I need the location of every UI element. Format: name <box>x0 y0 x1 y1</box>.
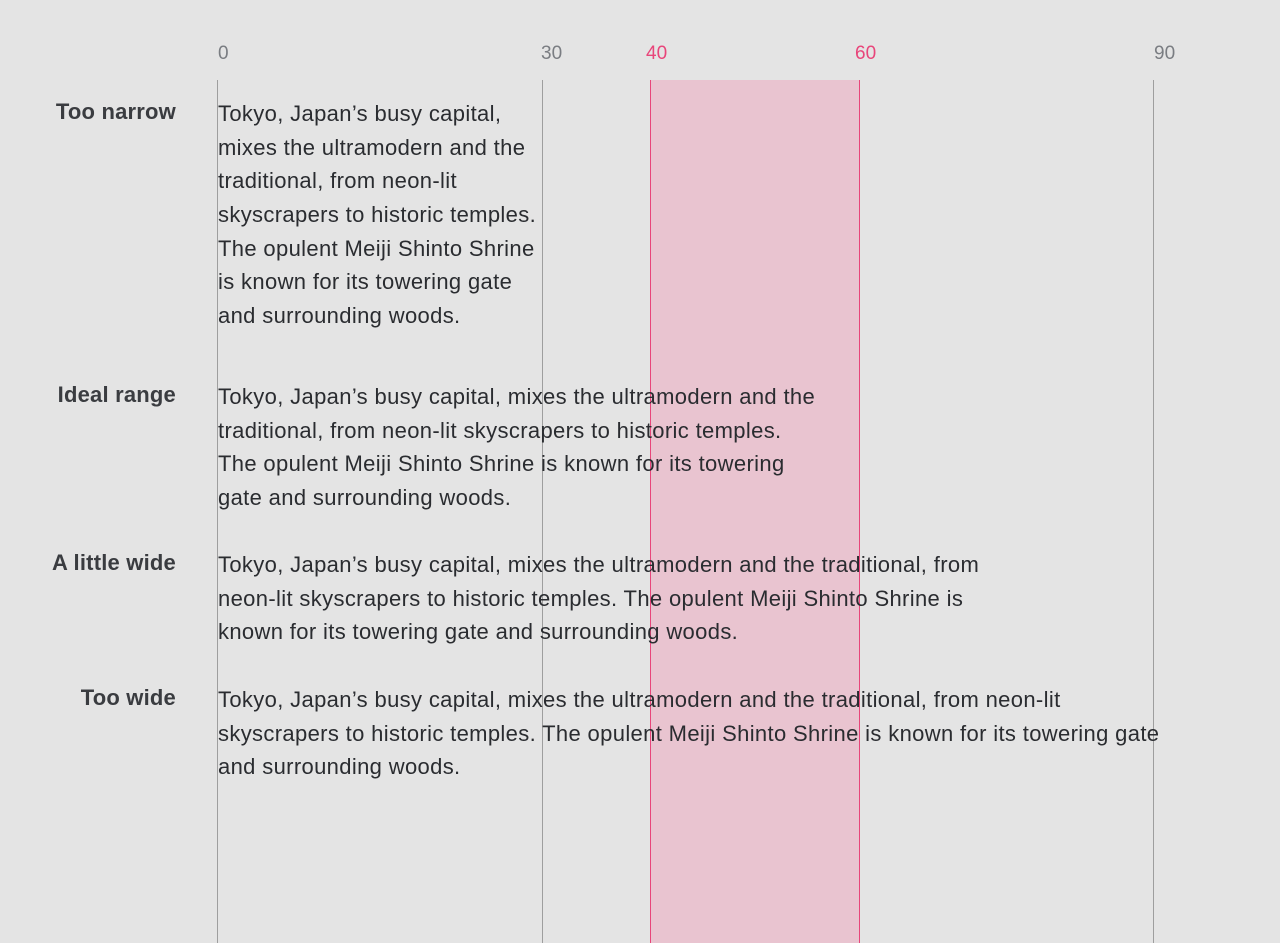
text-line: known for its towering gate and surrounding woods. <box>218 619 739 645</box>
tick-90: 90 <box>1154 43 1176 64</box>
tick-60: 60 <box>855 43 877 64</box>
sample-paragraph-ideal-range <box>218 380 815 515</box>
text-line: Tokyo, Japan’s busy capital, mixes the ultramodern and the <box>218 384 816 409</box>
row-label-ideal-range: Ideal range <box>57 382 176 407</box>
text-line: Tokyo, Japan’s busy capital, mixes the ultramodern and the traditional, from neon-lit <box>218 687 1061 712</box>
text-line: Tokyo, Japan’s busy capital, <box>218 101 502 126</box>
text-line: skyscrapers to historic temples. The opulent Meiji Shinto Shrine is known for its towering gate <box>218 720 1160 746</box>
sample-paragraph-a-little-wide <box>218 548 979 649</box>
row-label-too-narrow: Too narrow <box>55 99 176 124</box>
tick-0: 0 <box>218 43 229 64</box>
text-line: traditional, from neon-lit <box>218 168 457 194</box>
tick-40: 40 <box>646 43 668 64</box>
row-label-a-little-wide: A little wide <box>51 550 176 575</box>
text-line: The opulent Meiji Shinto Shrine is known for its towering <box>218 451 785 477</box>
text-line: and surrounding woods. <box>218 754 461 780</box>
text-line: and surrounding woods. <box>218 303 461 329</box>
text-line: Tokyo, Japan’s busy capital, mixes the ultramodern and the traditional, from <box>218 552 980 577</box>
text-line: gate and surrounding woods. <box>218 485 512 511</box>
text-line: is known for its towering gate <box>218 269 513 295</box>
text-line: The opulent Meiji Shinto Shrine <box>218 235 535 261</box>
text-line: skyscrapers to historic temples. <box>218 202 537 228</box>
guide-line-90 <box>1153 80 1154 943</box>
row-label-too-wide: Too wide <box>80 685 176 710</box>
sample-paragraph-too-narrow <box>218 97 536 333</box>
text-line: traditional, from neon-lit skyscrapers to historic temples. <box>218 417 782 443</box>
tick-30: 30 <box>541 43 563 64</box>
text-line: mixes the ultramodern and the <box>218 134 526 160</box>
sample-paragraph-too-wide <box>218 683 1159 784</box>
text-line: neon-lit skyscrapers to historic temples. The opulent Meiji Shinto Shrine is <box>218 585 964 611</box>
